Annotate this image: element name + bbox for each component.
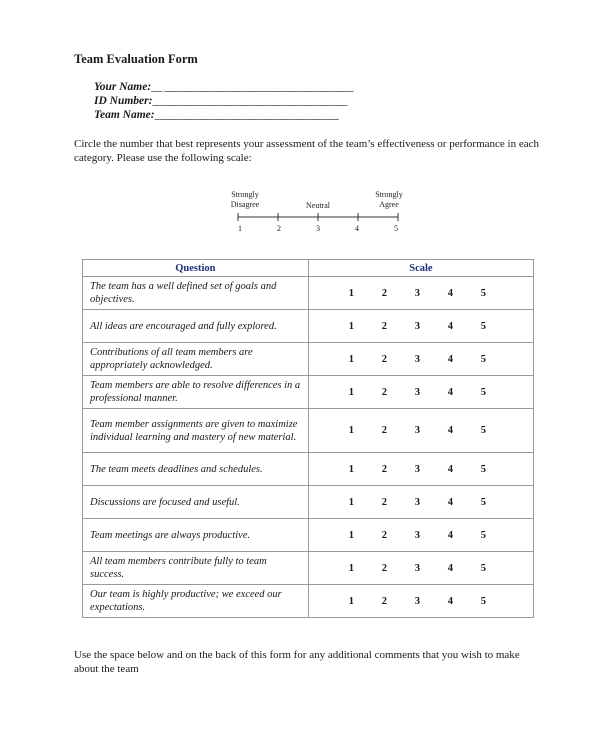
table-row [83,343,534,376]
scale-options [309,596,533,607]
legend-sa-line1: Strongly [375,190,403,199]
scale-option-4[interactable]: 4 [447,353,454,365]
scale-option-2[interactable]: 2 [381,463,388,475]
scale-options [309,497,533,508]
scale-option-3[interactable]: 3 [414,496,421,508]
scale-option-4[interactable]: 4 [447,287,454,299]
your-name-field[interactable] [94,80,353,94]
scale-cell [308,453,533,486]
scale-options [309,354,533,365]
scale-cell [308,409,533,453]
question-header: Question [83,260,309,277]
scale-options [309,387,533,398]
table-row [83,277,534,310]
scale-option-5[interactable]: 5 [480,320,487,332]
team-name-field[interactable] [94,108,353,122]
scale-option-1[interactable]: 1 [348,353,355,365]
scale-option-3[interactable]: 3 [414,353,421,365]
scale-option-3[interactable]: 3 [414,425,421,436]
id-number-field[interactable] [94,94,353,108]
table-row [83,376,534,409]
id-number-label: ID Number: [94,95,153,107]
scale-option-4[interactable]: 4 [447,496,454,508]
scale-option-4[interactable]: 4 [447,529,454,541]
scale-option-1[interactable]: 1 [348,496,355,508]
scale-cell [308,519,533,552]
scale-option-2[interactable]: 2 [381,496,388,508]
instructions-text: Circle the number that best represents your assessment of the team’s effectiveness or performance in each category. Please use the following scale: [74,138,539,164]
legend-number-4: 4 [355,224,359,233]
team-name-line[interactable]: ___________________________________ [154,109,339,121]
legend-number-2: 2 [277,224,281,233]
scale-option-5[interactable]: 5 [480,562,487,574]
scale-option-1[interactable]: 1 [348,386,355,398]
legend-neutral: Neutral [306,201,330,210]
your-name-label: Your Name: [94,81,152,93]
scale-option-5[interactable]: 5 [480,386,487,398]
scale-cell [308,552,533,585]
legend-strongly-disagree [231,190,259,210]
scale-option-1[interactable]: 1 [348,287,355,299]
scale-option-4[interactable]: 4 [447,562,454,574]
scale-cell [308,277,533,310]
scale-option-3[interactable]: 3 [414,529,421,541]
legend-sa-line2: Agree [379,200,399,209]
scale-options [309,464,533,475]
scale-option-2[interactable]: 2 [381,595,388,607]
question-cell: All ideas are encouraged and fully explored. [83,310,309,343]
table-row [83,585,534,618]
scale-header: Scale [308,260,533,277]
legend-strongly-agree [375,190,403,210]
legend-sd-line2: Disagree [230,200,260,209]
scale-option-3[interactable]: 3 [414,562,421,574]
scale-options [309,288,533,299]
table-row [83,519,534,552]
scale-option-3[interactable]: 3 [414,320,421,332]
scale-option-2[interactable]: 2 [381,529,388,541]
scale-cell [308,376,533,409]
evaluation-table [82,259,534,618]
scale-option-2[interactable]: 2 [381,562,388,574]
question-cell: All team members contribute fully to team success. [83,552,309,585]
table-row [83,310,534,343]
scale-options [309,563,533,574]
scale-option-2[interactable]: 2 [381,287,388,299]
scale-option-4[interactable]: 4 [447,320,454,332]
legend-number-3: 3 [316,224,320,233]
question-cell: Team member assignments are given to maximize individual learning and mastery of new material. [83,409,309,453]
scale-option-5[interactable]: 5 [480,496,487,508]
table-row [83,409,534,453]
question-cell: Team meetings are always productive. [83,519,309,552]
scale-option-4[interactable]: 4 [447,595,454,607]
question-cell: Contributions of all team members are appropriately acknowledged. [83,343,309,376]
id-number-line[interactable]: _____________________________________ [152,95,347,107]
team-name-label: Team Name: [94,109,155,121]
form-title: Team Evaluation Form [74,52,198,66]
legend-number-1: 1 [238,224,242,233]
question-cell: Discussions are focused and useful. [83,486,309,519]
scale-option-5[interactable]: 5 [480,353,487,365]
legend-sd-line1: Strongly [231,190,259,199]
identity-fields [94,80,353,122]
question-cell: The team meets deadlines and schedules. [83,453,309,486]
table-body [83,277,534,618]
question-cell: Our team is highly productive; we exceed our expectations. [83,585,309,618]
scale-option-5[interactable]: 5 [480,425,487,436]
scale-option-3[interactable]: 3 [414,463,421,475]
scale-option-5[interactable]: 5 [480,595,487,607]
table-row [83,552,534,585]
scale-options [309,321,533,332]
scale-option-3[interactable]: 3 [414,386,421,398]
scale-option-5[interactable]: 5 [480,287,487,299]
scale-options [309,530,533,541]
scale-option-1[interactable]: 1 [348,320,355,332]
scale-option-1[interactable]: 1 [348,562,355,574]
scale-cell [308,486,533,519]
scale-option-4[interactable]: 4 [447,425,454,436]
scale-option-2[interactable]: 2 [381,320,388,332]
scale-cell [308,343,533,376]
question-cell: Team members are able to resolve differences in a professional manner. [83,376,309,409]
scale-option-1[interactable]: 1 [348,463,355,475]
scale-option-2[interactable]: 2 [381,353,388,365]
scale-cell [308,310,533,343]
scale-option-3[interactable]: 3 [414,287,421,299]
comments-instructions: Use the space below and on the back of this form for any additional comments that you wish to make about the team [74,649,520,675]
scale-option-4[interactable]: 4 [447,463,454,475]
scale-option-5[interactable]: 5 [480,463,487,475]
your-name-line[interactable]: __ ____________________________________ [151,81,354,93]
scale-option-4[interactable]: 4 [447,386,454,398]
scale-option-5[interactable]: 5 [480,529,487,541]
table-header-row [83,260,534,277]
scale-option-3[interactable]: 3 [414,595,421,607]
scale-option-1[interactable]: 1 [348,529,355,541]
scale-option-1[interactable]: 1 [348,595,355,607]
legend-number-5: 5 [394,224,398,233]
scale-option-1[interactable]: 1 [348,425,355,436]
table-row [83,486,534,519]
table-row [83,453,534,486]
scale-option-2[interactable]: 2 [381,386,388,398]
question-cell: The team has a well defined set of goals and objectives. [83,277,309,310]
scale-cell [308,585,533,618]
scale-option-2[interactable]: 2 [381,425,388,436]
scale-options [309,425,533,436]
